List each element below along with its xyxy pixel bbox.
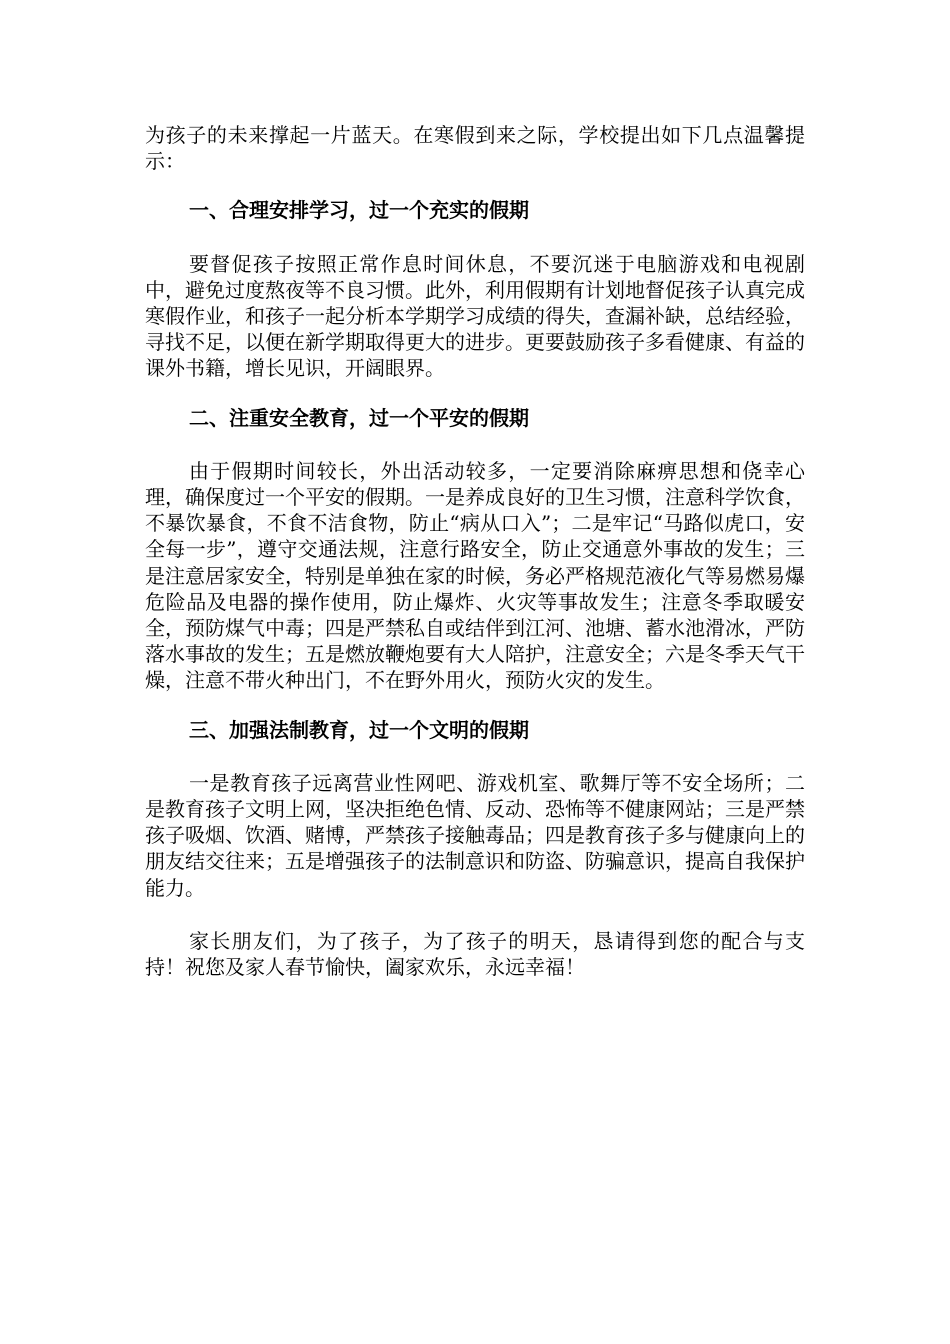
closing-paragraph: 家长朋友们，为了孩子，为了孩子的明天，恳请得到您的配合与支持！祝您及家人春节愉快，阖家欢乐，永远幸福！ xyxy=(145,928,805,980)
intro-paragraph: 为孩子的未来撑起一片蓝天。在寒假到来之际，学校提出如下几点温馨提示： xyxy=(145,123,805,174)
section-heading-law: 三、加强法制教育，过一个文明的假期 xyxy=(189,717,529,742)
section-heading-study: 一、合理安排学习，过一个充实的假期 xyxy=(189,198,529,223)
section-body-law: 一是教育孩子远离营业性网吧、游戏机室、歌舞厅等不安全场所；二是教育孩子文明上网，坚决拒绝色情、反动、恐怖等不健康网站；三是严禁孩子吸烟、饮酒、赌博，严禁孩子接触毒品；四是教育孩子多与健康向上的朋友结交往来；五是增强孩子的法制意识和防盗、防骗意识，提高自我保护能力。 xyxy=(145,770,805,900)
section-body-study: 要督促孩子按照正常作息时间休息，不要沉迷于电脑游戏和电视剧中，避免过度熬夜等不良习惯。此外，利用假期有计划地督促孩子认真完成寒假作业，和孩子一起分析本学期学习成绩的得失，查漏补缺，总结经验，寻找不足，以便在新学期取得更大的进步。更要鼓励孩子多看健康、有益的课外书籍，增长见识，开阔眼界。 xyxy=(145,251,805,381)
section-body-safety: 由于假期时间较长，外出活动较多，一定要消除麻痹思想和侥幸心理，确保度过一个平安的假期。一是养成良好的卫生习惯，注意科学饮食，不暴饮暴食，不食不洁食物，防止“病从口入”；二是牢记“马路似虎口，安全每一步”，遵守交通法规，注意行路安全，防止交通意外事故的发生；三是注意居家安全，特别是单独在家的时候，务必严格规范液化气等易燃易爆危险品及电器的操作使用，防止爆炸、火灾等事故发生；注意冬季取暖安全，预防煤气中毒；四是严禁私自或结伴到江河、池塘、蓄水池滑冰，严防落水事故的发生；五是燃放鞭炮要有大人陪护，注意安全；六是冬季天气干燥，注意不带火种出门，不在野外用火，预防火灾的发生。 xyxy=(145,458,805,693)
section-heading-safety: 二、注重安全教育，过一个平安的假期 xyxy=(189,405,529,430)
document-page xyxy=(145,122,805,980)
